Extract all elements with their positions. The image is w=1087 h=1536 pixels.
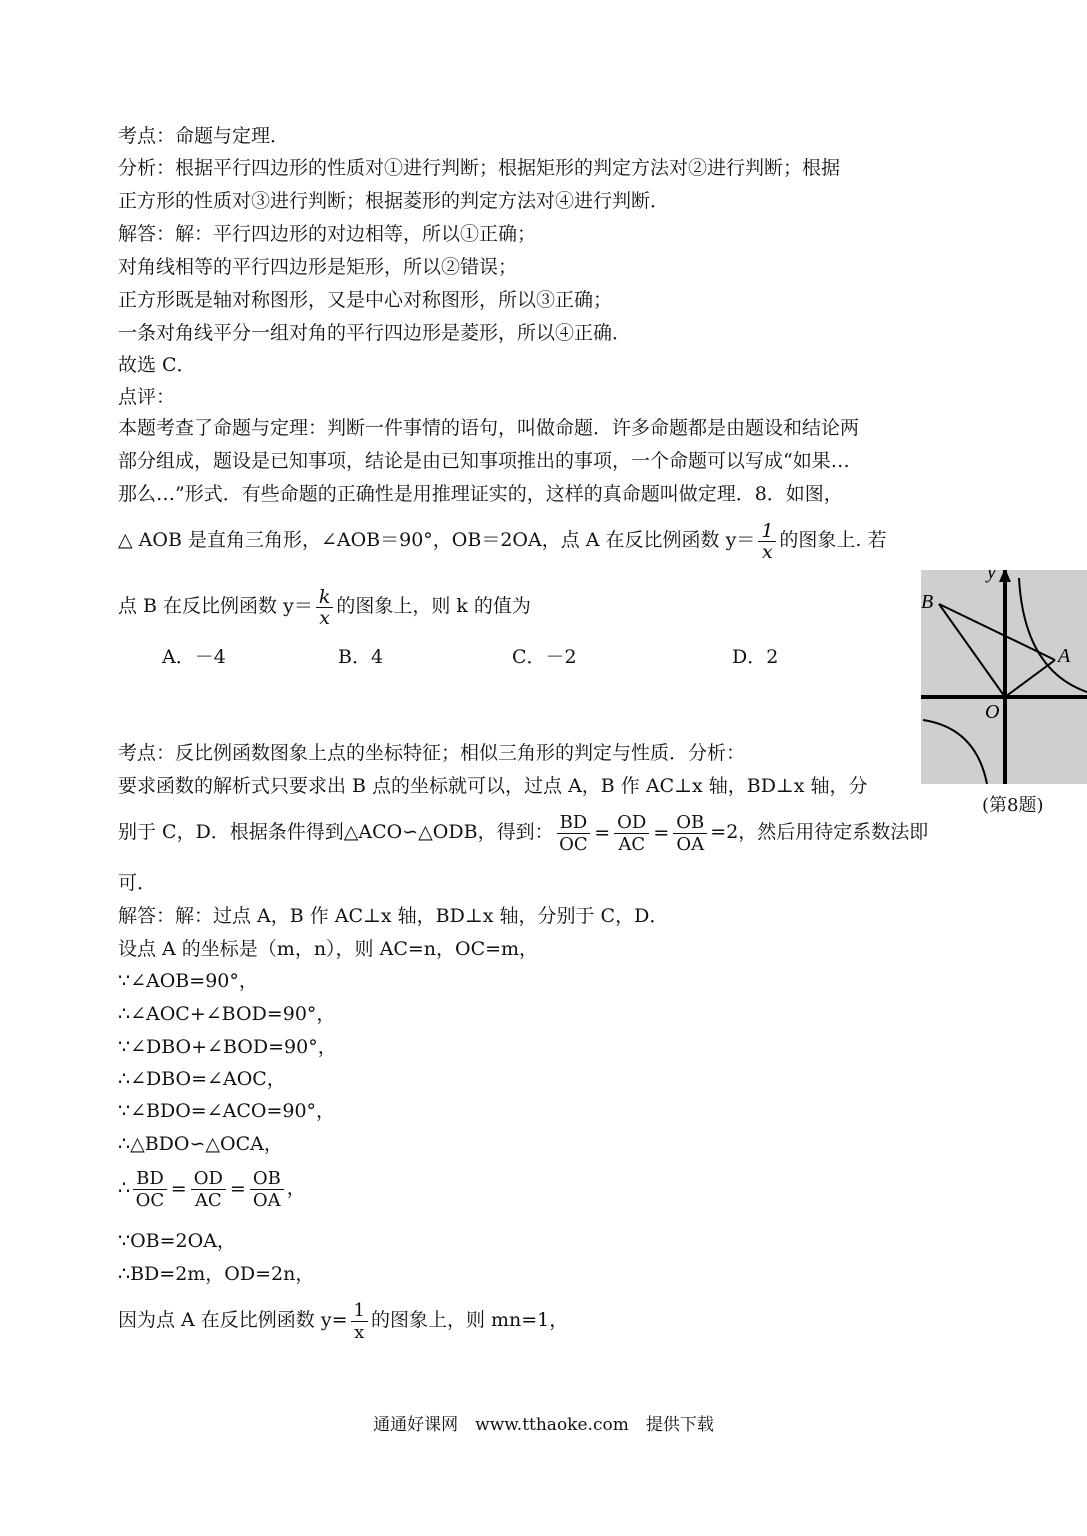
fenxi-line-1: 分析：根据平行四边形的性质对①进行判断；根据矩形的判定方法对②进行判断；根据 xyxy=(118,157,841,179)
option-d: D．2 xyxy=(732,646,779,668)
figure-svg xyxy=(921,570,1087,784)
s2-step-2: ∵∠AOB=90°， xyxy=(118,970,258,992)
hyperbola-branch-q3 xyxy=(923,720,987,784)
answer-choice: 故选 C． xyxy=(118,354,196,376)
comment-line-3: 那么…”形式．有些命题的正确性是用推理证实的，这样的真命题叫做定理．8．如图， xyxy=(118,483,843,505)
hyperbola-branch-q1 xyxy=(1019,578,1087,692)
s2-line-1: 要求函数的解析式只要求出 B 点的坐标就可以，过点 A，B 作 AC⊥x 轴，BD⊥x 轴，分 xyxy=(118,775,868,797)
fraction-1-over-x: $\frac{1}{x}$ xyxy=(758,521,776,562)
s2-step-11: 因为点 A 在反比例函数 y= $\frac{1}{x}$ 的图象上，则 mn=1， xyxy=(118,1299,569,1343)
figure-caption: (第8题) xyxy=(982,795,1044,816)
s2-jieda: 解答：解：过点 A，B 作 AC⊥x 轴，BD⊥x 轴，分别于 C，D． xyxy=(118,905,669,927)
dianping-heading: 点评： xyxy=(118,386,176,408)
s2-step-6: ∵∠BDO=∠ACO=90°， xyxy=(118,1100,336,1122)
figure-question-8 xyxy=(921,570,1087,784)
jieda-line-2: 对角线相等的平行四边形是矩形，所以②错误； xyxy=(118,256,518,278)
q8-line-1: △ AOB 是直角三角形，∠AOB＝90°，OB＝2OA，点 A 在反比例函数 y＝ $\frac{1}{x}$ 的图象上. 若 xyxy=(118,519,887,563)
fenxi-line-2: 正方形的性质对③进行判断；根据菱形的判定方法对④进行判断． xyxy=(118,190,670,212)
fraction-k-over-x: $\frac{k}{x}$ xyxy=(316,587,334,628)
s2-line-2: 别于 C，D．根据条件得到△ACO∽△ODB，得到： $\frac{BD}{OC}$ = $\frac{OD}{AC}$ = $\frac{OB}{OA}$ =2，然后用待定系数法即 xyxy=(118,808,928,857)
s2-step-10: ∴BD=2m，OD=2n， xyxy=(118,1263,315,1285)
ratio-equation: $\frac{BD}{OC}$ = $\frac{OD}{AC}$ = $\frac{OB}{OA}$ xyxy=(554,809,711,857)
s2-step-7: ∴△BDO∽△OCA， xyxy=(118,1133,283,1155)
jieda-line-4: 一条对角线平分一组对角的平行四边形是菱形，所以④正确． xyxy=(118,322,632,344)
ratio-equation-2: $\frac{BD}{OC}$ = $\frac{OD}{AC}$ = $\frac{OB}{OA}$ xyxy=(130,1165,287,1213)
s2-step-3: ∴∠AOC+∠BOD=90°， xyxy=(118,1003,336,1025)
kaodian-1: 考点：命题与定理． xyxy=(118,125,290,147)
s2-step-4: ∵∠DBO+∠BOD=90°， xyxy=(118,1036,337,1058)
y-axis-arrow xyxy=(999,570,1011,582)
s2-step-9: ∵OB=2OA， xyxy=(118,1230,236,1252)
segment-oa xyxy=(1005,660,1055,697)
label-a: A xyxy=(1058,645,1071,667)
segment-ab xyxy=(939,604,1055,660)
s2-line-3: 可． xyxy=(118,872,157,894)
jieda-line-1: 解答：解：平行四边形的对边相等，所以①正确； xyxy=(118,223,537,245)
footer-source: 通通好课网 www.tthaoke.com 提供下载 xyxy=(373,1415,714,1435)
label-b: B xyxy=(921,591,934,613)
option-c: C．－2 xyxy=(512,646,577,668)
option-a: A．－4 xyxy=(162,646,226,668)
label-o: O xyxy=(985,701,1000,723)
jieda-line-3: 正方形既是轴对称图形，又是中心对称图形，所以③正确； xyxy=(118,289,613,311)
label-y: y xyxy=(987,570,996,583)
s2-step-1: 设点 A 的坐标是（m，n），则 AC=n，OC=m， xyxy=(118,938,539,960)
s2-step-5: ∴∠DBO=∠AOC， xyxy=(118,1068,286,1090)
segment-ob xyxy=(939,604,1005,697)
comment-line-2: 部分组成，题设是已知事项，结论是由已知事项推出的事项，一个命题可以写成“如果… xyxy=(118,450,850,472)
option-b: B．4 xyxy=(338,646,384,668)
fraction-1-over-x-2: $\frac{1}{x}$ xyxy=(351,1300,368,1343)
s2-step-8: ∴ $\frac{BD}{OC}$ = $\frac{OD}{AC}$ = $\frac{OB}{OA}$ ， xyxy=(118,1164,306,1213)
comment-line-1: 本题考查了命题与定理：判断一件事情的语句，叫做命题．许多命题都是由题设和结论两 xyxy=(118,417,860,439)
kaodian-2: 考点：反比例函数图象上点的坐标特征；相似三角形的判定与性质．分析： xyxy=(118,742,746,764)
q8-line-2: 点 B 在反比例函数 y＝ $\frac{k}{x}$ 的图象上，则 k 的值为 xyxy=(118,585,531,629)
